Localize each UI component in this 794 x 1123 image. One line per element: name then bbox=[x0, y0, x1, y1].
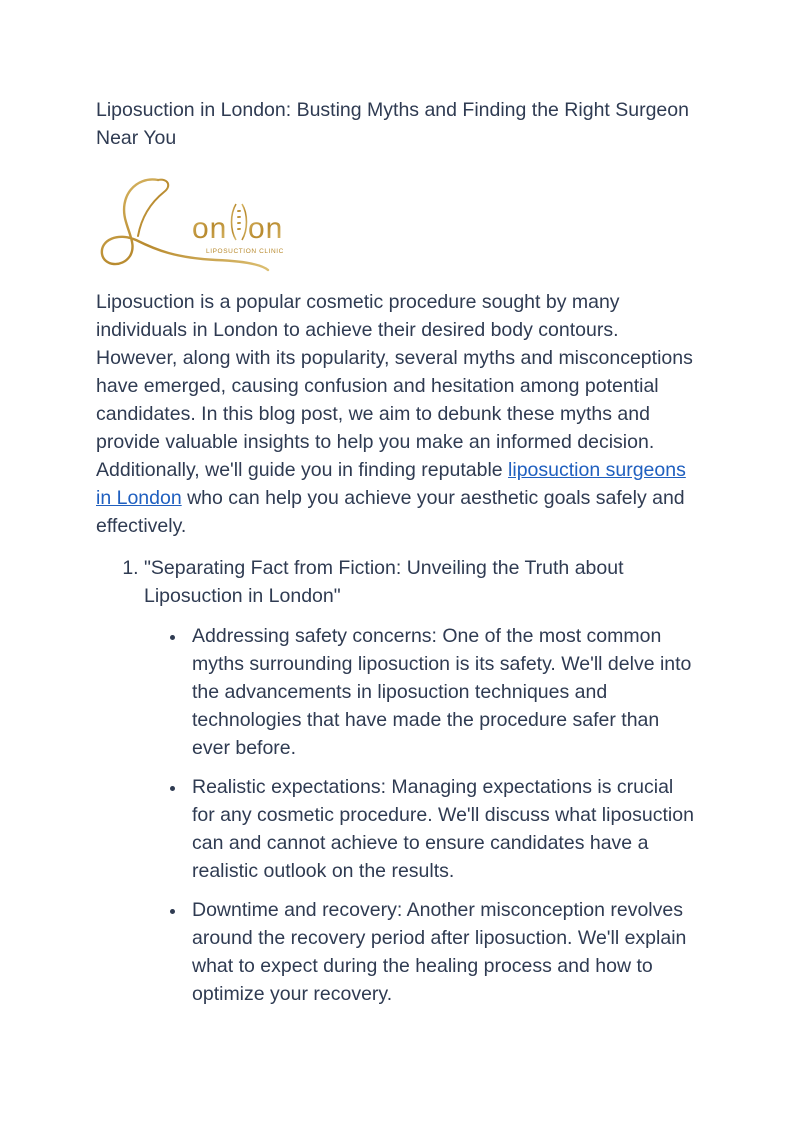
sections-list bbox=[96, 554, 696, 1008]
bullet-point: Downtime and recovery: Another misconception revolves around the recovery period after liposuction. We'll explain what to expect during the healing process and how to optimize your recovery. bbox=[192, 896, 696, 1008]
intro-paragraph bbox=[96, 288, 696, 540]
bullet-point: Realistic expectations: Managing expectations is crucial for any cosmetic procedure. We'll discuss what liposuction can and cannot achieve to ensure candidates have a realistic outlook on the results. bbox=[192, 773, 696, 885]
document-page bbox=[96, 96, 696, 1019]
section-points bbox=[144, 622, 696, 1008]
intro-text-after-link: who can help you achieve your aesthetic goals safely and effectively. bbox=[96, 487, 685, 537]
bullet-point: Addressing safety concerns: One of the most common myths surrounding liposuction is its safety. We'll delve into the advancements in liposuction techniques and technologies that have made the procedure safer than ever before. bbox=[192, 622, 696, 762]
page-title: Liposuction in London: Busting Myths and Finding the Right Surgeon Near You bbox=[96, 99, 689, 149]
liposuction-surgeons-link[interactable]: liposuction surgeons in London bbox=[96, 459, 686, 509]
clinic-logo bbox=[96, 174, 296, 274]
svg-text:on: on bbox=[248, 212, 284, 245]
section-item bbox=[144, 554, 696, 1008]
intro-text-before-link: Liposuction is a popular cosmetic procedure sought by many individuals in London to achieve their desired body contours. However, along with its popularity, several myths and misconceptions have emerged, causing confusion and hesitation among potential candidates. In this blog post, we aim to debunk these myths and provide valuable insights to help you make an informed decision. Additionally, we'll guide you in finding reputable bbox=[96, 291, 693, 481]
logo-tagline: LIPOSUCTION CLINIC bbox=[206, 248, 284, 255]
clinic-logo-graphic bbox=[96, 174, 296, 274]
svg-text:on: on bbox=[192, 212, 228, 245]
section-heading: "Separating Fact from Fiction: Unveiling the Truth about Liposuction in London" bbox=[144, 557, 624, 607]
